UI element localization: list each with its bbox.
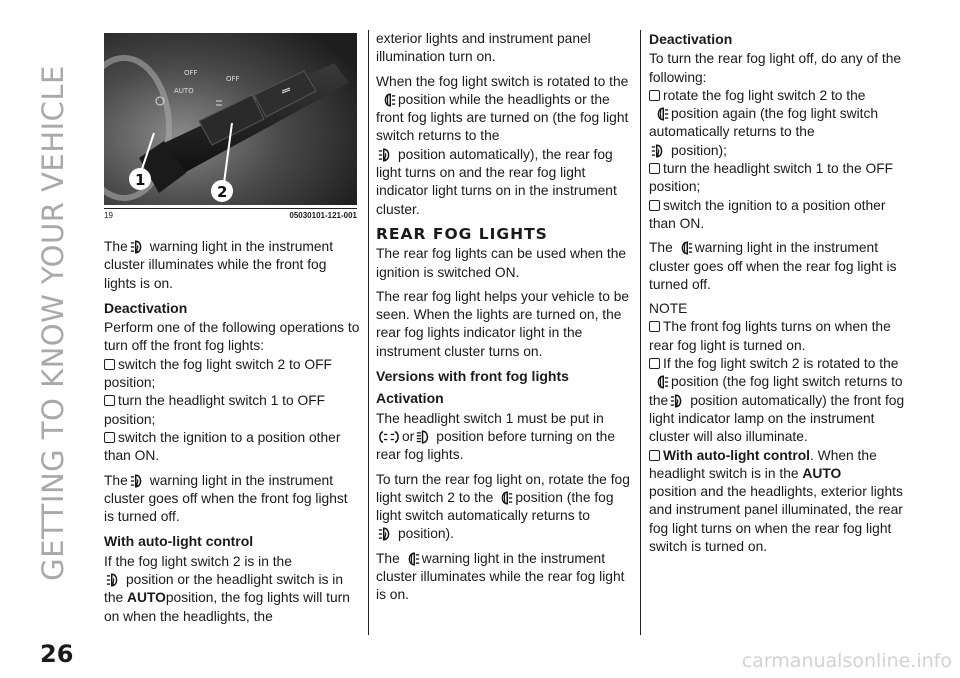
rear-fog-icon — [495, 490, 513, 506]
paragraph: The headlight switch 1 must be put in or position before turning on the rear fog lights. — [376, 410, 616, 463]
auto-label: AUTO — [174, 87, 194, 95]
rear-fog-icon — [402, 551, 420, 567]
heading-activation: Activation — [376, 390, 444, 407]
column-1 — [104, 238, 360, 632]
list-item: turn the headlight switch 1 to the OFF position; — [649, 161, 894, 195]
front-fog-icon — [130, 473, 148, 489]
note-item: If the fog light switch 2 is rotated to theposition (the fog light switch returns to the position automatically) the front fog light indicator lamp on the instrument cluster will also illuminate. — [649, 356, 905, 445]
front-fog-icon — [106, 572, 124, 588]
front-fog-icon — [378, 147, 396, 163]
paragraph: To turn the rear fog light on, rotate the fog light switch 2 to the position (the fog light switch automatically returns to position). — [376, 471, 630, 542]
heading-deactivation: Deactivation — [104, 299, 188, 316]
front-fog-icon — [670, 393, 688, 409]
heading-versions: Versions with front fog lights — [376, 368, 569, 385]
note-label: NOTE — [649, 301, 688, 317]
column-3 — [649, 30, 911, 556]
paragraph: The warning light in the instrument cluster illuminates while the rear fog light is on. — [376, 550, 625, 603]
fog-light-switch-figure — [104, 33, 357, 205]
paragraph: To turn the rear fog light off, do any of the following: — [649, 51, 902, 85]
column-divider — [368, 30, 369, 635]
bullet-icon — [649, 450, 660, 461]
paragraph: The rear fog light helps your vehicle to be seen. When the lights are turned on, the rear fog lights indicator light in the instrument cluster turns on. — [376, 288, 630, 359]
rear-fog-icon — [651, 106, 669, 122]
bullet-icon — [649, 200, 660, 211]
paragraph: exterior lights and instrument panel illumination turn on. — [376, 31, 591, 65]
paragraph: The warning light in the instrument cluster illuminates while the front fog lights is on. — [104, 239, 334, 291]
front-fog-icon — [651, 143, 669, 159]
list-item: switch the ignition to a position other than ON. — [104, 429, 341, 464]
figure-caption — [104, 208, 357, 220]
bullet-icon — [649, 358, 660, 369]
section-side-title: GETTING TO KNOW YOUR VEHICLE — [36, 65, 71, 581]
front-fog-icon — [130, 239, 148, 255]
paragraph: The warning light in the instrument cluster goes off when the rear fog light is turned off. — [649, 240, 897, 292]
bullet-icon — [649, 321, 660, 332]
headlight-icon — [416, 429, 434, 445]
bullet-icon — [649, 163, 660, 174]
bullet-icon — [104, 359, 115, 370]
paragraph: The rear fog lights can be used when the ignition is switched ON. — [376, 246, 627, 280]
list-item: switch the ignition to a position other than ON. — [649, 197, 886, 231]
callout-2: 2 — [217, 183, 228, 201]
list-item: switch the fog light switch 2 to OFF position; — [104, 356, 332, 391]
callout-1: 1 — [135, 171, 146, 189]
note-item: With auto-light control. When the headlight switch is in the AUTO position and the headlights, exterior lights and instrument panel illuminated, the rear fog light turns on when the rear fog light switch is turned on. — [649, 447, 903, 555]
watermark: carmanualsonline.info — [741, 650, 952, 672]
rear-fog-icon — [675, 240, 693, 256]
switch-illustration — [104, 33, 357, 205]
paragraph: Perform one of the following operations to turn off the front fog lights: — [104, 320, 360, 354]
bullet-icon — [104, 395, 115, 406]
figure-number: 19 — [104, 211, 113, 220]
note-item: The front fog lights turns on when the rear fog light is turned on. — [649, 319, 891, 353]
paragraph: When the fog light switch is rotated to theposition while the headlights or the front fog lights are turned on (the fog light switch returns to the position automatically), the rear fog light turns on and the rear fog light indicator light turns on in the instrument cluster. — [376, 73, 629, 217]
rear-fog-icon — [378, 92, 396, 108]
rear-fog-icon — [651, 374, 669, 390]
off-label-b: OFF — [226, 75, 240, 83]
page-number: 26 — [40, 640, 74, 668]
figure-code: 05030101-121-001 — [289, 211, 357, 220]
off-label-a: OFF — [184, 69, 198, 77]
parking-light-icon — [378, 429, 400, 445]
heading-deactivation: Deactivation — [649, 31, 733, 47]
heading-rear-fog-lights: REAR FOG LIGHTS — [376, 224, 548, 243]
paragraph: The warning light in the instrument cluster goes off when the front fog lighst is turned off. — [104, 472, 348, 525]
paragraph: If the fog light switch 2 is in the position or the headlight switch is in the AUTOposition, the fog lights will turn on when the headlights, the — [104, 553, 350, 624]
column-divider — [640, 30, 641, 635]
column-2 — [376, 30, 632, 611]
front-fog-icon — [378, 526, 396, 542]
heading-auto-light: With auto-light control — [104, 533, 254, 550]
bullet-icon — [649, 90, 660, 101]
list-item: turn the headlight switch 1 to OFF position; — [104, 393, 326, 427]
list-item: rotate the fog light switch 2 to the position again (the fog light switch automatically returns to the position); — [649, 87, 879, 158]
bullet-icon — [104, 432, 115, 443]
